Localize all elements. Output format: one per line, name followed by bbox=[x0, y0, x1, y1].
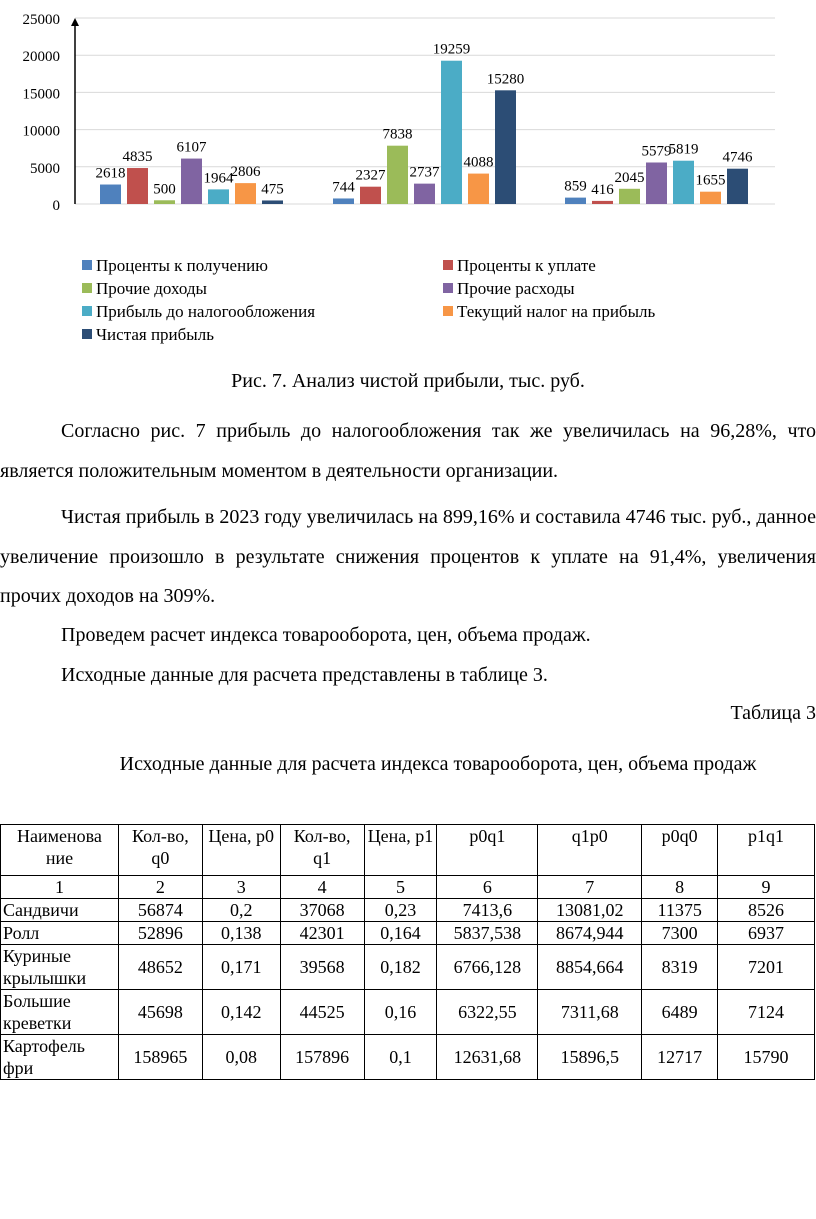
paragraph: Согласно рис. 7 прибыль до налогообложения так же увеличилась на 96,28%, что является положительным моментом в деятельности организации. bbox=[0, 420, 816, 482]
legend-label: Прибыль до налогообложения bbox=[96, 302, 316, 321]
bar bbox=[208, 189, 229, 204]
table-cell: 0,182 bbox=[364, 945, 437, 990]
data-label: 4746 bbox=[722, 149, 753, 166]
column-number: 4 bbox=[280, 876, 364, 899]
bar bbox=[127, 168, 148, 204]
table-cell: 0,08 bbox=[202, 1035, 280, 1080]
legend-swatch bbox=[443, 283, 453, 293]
data-label: 5819 bbox=[668, 141, 699, 158]
column-number: 3 bbox=[202, 876, 280, 899]
legend-swatch bbox=[443, 306, 453, 316]
table-cell: 8526 bbox=[718, 899, 815, 922]
legend-swatch bbox=[443, 260, 453, 270]
table-cell: 44525 bbox=[280, 990, 364, 1035]
row-name-cell: Сандвичи bbox=[1, 899, 119, 922]
data-label: 859 bbox=[564, 178, 587, 195]
legend-swatch bbox=[82, 260, 92, 270]
table-cell: 0,1 bbox=[364, 1035, 437, 1080]
legend-item bbox=[443, 256, 596, 276]
legend-swatch bbox=[82, 306, 92, 316]
column-number: 1 bbox=[1, 876, 119, 899]
bar bbox=[646, 162, 667, 204]
data-label: 2327 bbox=[355, 167, 386, 184]
legend-item bbox=[82, 325, 214, 345]
legend-label: Текущий налог на прибыль bbox=[457, 302, 656, 321]
column-number: 8 bbox=[642, 876, 718, 899]
table-cell: 7311,68 bbox=[538, 990, 642, 1035]
bar bbox=[262, 200, 283, 204]
table-cell: 37068 bbox=[280, 899, 364, 922]
column-header: q1p0 bbox=[538, 825, 642, 876]
table-cell: 6766,128 bbox=[437, 945, 538, 990]
table-cell: 7124 bbox=[718, 990, 815, 1035]
legend-label: Прочие расходы bbox=[457, 279, 575, 298]
bar-chart bbox=[0, 0, 816, 240]
table-cell: 15896,5 bbox=[538, 1035, 642, 1080]
legend-item bbox=[82, 256, 268, 276]
table-cell: 52896 bbox=[118, 922, 202, 945]
legend-swatch bbox=[82, 329, 92, 339]
row-name-cell: Куриные крылышки bbox=[1, 945, 119, 990]
table-cell: 158965 bbox=[118, 1035, 202, 1080]
data-label: 6107 bbox=[176, 139, 207, 156]
y-tick-label: 15000 bbox=[22, 86, 60, 103]
table-cell: 0,23 bbox=[364, 899, 437, 922]
data-label: 1655 bbox=[695, 172, 726, 189]
legend-label: Чистая прибыль bbox=[96, 325, 214, 344]
table-cell: 13081,02 bbox=[538, 899, 642, 922]
column-number: 7 bbox=[538, 876, 642, 899]
bar bbox=[100, 185, 121, 204]
table-cell: 15790 bbox=[718, 1035, 815, 1080]
table-cell: 39568 bbox=[280, 945, 364, 990]
y-tick-label: 5000 bbox=[30, 160, 60, 177]
table-cell: 7413,6 bbox=[437, 899, 538, 922]
table-cell: 11375 bbox=[642, 899, 718, 922]
column-number: 6 bbox=[437, 876, 538, 899]
data-table bbox=[0, 824, 815, 1080]
table-cell: 56874 bbox=[118, 899, 202, 922]
bar bbox=[387, 146, 408, 204]
legend-item bbox=[82, 279, 207, 299]
data-label: 15280 bbox=[486, 71, 525, 88]
table-cell: 45698 bbox=[118, 990, 202, 1035]
legend-label: Прочие доходы bbox=[96, 279, 207, 298]
bar bbox=[700, 192, 721, 204]
table-cell: 157896 bbox=[280, 1035, 364, 1080]
table-cell: 0,164 bbox=[364, 922, 437, 945]
table-cell: 8674,944 bbox=[538, 922, 642, 945]
bar bbox=[673, 161, 694, 204]
data-label: 1964 bbox=[203, 170, 234, 187]
data-label: 744 bbox=[332, 179, 355, 196]
column-header: Кол-во, q0 bbox=[118, 825, 202, 876]
data-label: 7838 bbox=[382, 126, 413, 143]
data-label: 2806 bbox=[230, 164, 261, 181]
table-row bbox=[1, 922, 815, 945]
data-label: 416 bbox=[591, 181, 614, 198]
y-tick-label: 25000 bbox=[22, 12, 60, 28]
row-name-cell: Картофель фри bbox=[1, 1035, 119, 1080]
column-header: Цена, p0 bbox=[202, 825, 280, 876]
table-title: Исходные данные для расчета индекса товарооборота, цен, объема продаж bbox=[119, 753, 757, 775]
column-header: p0q0 bbox=[642, 825, 718, 876]
bar bbox=[727, 169, 748, 204]
row-name-cell: Большие креветки bbox=[1, 990, 119, 1035]
paragraph: Исходные данные для расчета представлены в таблице 3. bbox=[61, 664, 548, 686]
table-cell: 6322,55 bbox=[437, 990, 538, 1035]
data-label: 2737 bbox=[409, 164, 440, 181]
table-cell: 12717 bbox=[642, 1035, 718, 1080]
bar bbox=[619, 189, 640, 204]
column-header: Кол-во, q1 bbox=[280, 825, 364, 876]
legend-label: Проценты к уплате bbox=[457, 256, 596, 275]
column-header: Цена, p1 bbox=[364, 825, 437, 876]
bar bbox=[565, 198, 586, 204]
bar bbox=[592, 201, 613, 204]
column-header: p1q1 bbox=[718, 825, 815, 876]
figure-caption: Рис. 7. Анализ чистой прибыли, тыс. руб. bbox=[231, 370, 585, 392]
data-label: 19259 bbox=[432, 41, 471, 58]
table-cell: 0,138 bbox=[202, 922, 280, 945]
legend-item bbox=[443, 279, 575, 299]
row-name-cell: Ролл bbox=[1, 922, 119, 945]
table-cell: 42301 bbox=[280, 922, 364, 945]
bar bbox=[181, 159, 202, 204]
table-cell: 0,142 bbox=[202, 990, 280, 1035]
table-cell: 6937 bbox=[718, 922, 815, 945]
column-number: 9 bbox=[718, 876, 815, 899]
legend-swatch bbox=[82, 283, 92, 293]
data-label: 4835 bbox=[122, 149, 153, 166]
data-label: 4088 bbox=[463, 154, 494, 171]
table-cell: 6489 bbox=[642, 990, 718, 1035]
data-label: 5579 bbox=[641, 143, 672, 160]
y-tick-label: 10000 bbox=[22, 123, 60, 140]
table-row bbox=[1, 899, 815, 922]
bar bbox=[468, 174, 489, 204]
table-cell: 7300 bbox=[642, 922, 718, 945]
data-label: 475 bbox=[261, 181, 284, 198]
legend-label: Проценты к получению bbox=[96, 256, 268, 275]
table-cell: 5837,538 bbox=[437, 922, 538, 945]
table-row bbox=[1, 990, 815, 1035]
table-cell: 7201 bbox=[718, 945, 815, 990]
table-cell: 48652 bbox=[118, 945, 202, 990]
table-cell: 8854,664 bbox=[538, 945, 642, 990]
column-header: p0q1 bbox=[437, 825, 538, 876]
legend-item bbox=[82, 302, 315, 322]
column-number: 5 bbox=[364, 876, 437, 899]
y-axis-arrow-icon bbox=[71, 18, 79, 26]
table-row bbox=[1, 1035, 815, 1080]
data-label: 2618 bbox=[95, 165, 126, 182]
column-number: 2 bbox=[118, 876, 202, 899]
bar bbox=[154, 200, 175, 204]
legend-item bbox=[443, 302, 655, 322]
data-label: 2045 bbox=[614, 169, 645, 186]
table-cell: 12631,68 bbox=[437, 1035, 538, 1080]
paragraph: Проведем расчет индекса товарооборота, цен, объема продаж. bbox=[61, 624, 591, 646]
y-tick-label: 20000 bbox=[22, 49, 60, 66]
table-cell: 0,171 bbox=[202, 945, 280, 990]
column-header: Наименова ние bbox=[1, 825, 119, 876]
bar bbox=[495, 90, 516, 204]
y-tick-label: 0 bbox=[52, 198, 60, 214]
data-label: 500 bbox=[153, 181, 176, 198]
table-label: Таблица 3 bbox=[730, 702, 816, 724]
bar bbox=[333, 198, 354, 204]
table-cell: 0,16 bbox=[364, 990, 437, 1035]
table-cell: 0,2 bbox=[202, 899, 280, 922]
bar bbox=[414, 184, 435, 204]
paragraph: Чистая прибыль в 2023 году увеличилась на 899,16% и составила 4746 тыс. руб., данное увеличение произошло в результате снижения процентов к уплате на 91,4%, увеличения прочих доходов на 309%. bbox=[0, 506, 816, 607]
table-row bbox=[1, 945, 815, 990]
bar bbox=[441, 61, 462, 204]
table-cell: 8319 bbox=[642, 945, 718, 990]
bar bbox=[235, 183, 256, 204]
bar bbox=[360, 187, 381, 204]
